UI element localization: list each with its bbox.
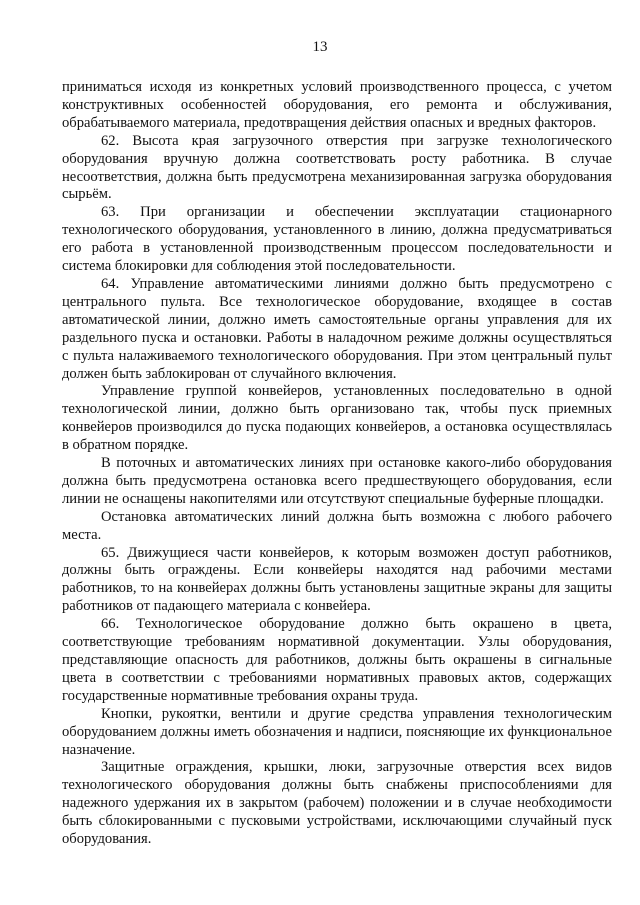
paragraph-clause-64: 64. Управление автоматическими линиями должно быть предусмотрено с центрального пульта. Все технологическое оборудование, входящее в состав автоматической линии, должно иметь самостоятельные органы управления для их раздельного пуска и остановки. Работы в наладочном режиме должны осуществляться с пульта налаживаемого технологического оборудования. При этом центральный пульт должен быть заблокирован от случайного включения.	[62, 275, 612, 382]
paragraph-protective-guards: Защитные ограждения, крышки, люки, загрузочные отверстия всех видов технологического оборудования должны быть снабжены приспособлениями для надежного удержания их в закрытом (рабочем) положении и в случае необходимости быть сблокированными с пусковыми устройствами, исключающими случайный пуск оборудования.	[62, 759, 612, 848]
paragraph-conveyor-group-control: Управление группой конвейеров, установленных последовательно в одной технологической линии, должно быть организовано так, чтобы пуск приемных конвейеров производился до пуска подающих конвейеров, а остановка осуществлялась в обратном порядке.	[62, 383, 612, 454]
page-number: 13	[312, 39, 328, 55]
paragraph-clause-62: 62. Высота края загрузочного отверстия при загрузке технологического оборудования вручную должна соответствовать росту работника. В случае несоответствия, должна быть предусмотрена механизированная загрузка оборудования сырьём.	[62, 132, 612, 203]
paragraph-controls-labeling: Кнопки, рукоятки, вентили и другие средства управления технологическим оборудованием должны иметь обозначения и надписи, поясняющие их функциональное назначение.	[62, 705, 612, 758]
paragraph-clause-66: 66. Технологическое оборудование должно быть окрашено в цвета, соответствующие требованиям нормативной документации. Узлы оборудования, представляющие опасность для работников, должны быть окрашены в сигнальные цвета в соответствии с требованиями нормативных правовых актов, содержащих государственные нормативные требования охраны труда.	[62, 616, 612, 704]
paragraph-clause-63: 63. При организации и обеспечении эксплуатации стационарного технологического оборудования, установленного в линию, должна предусматриваться его работа в установленной производственным процессом последовательности и система блокировки для соблюдения этой последовательности.	[62, 204, 612, 275]
paragraph-continuation: приниматься исходя из конкретных условий производственного процесса, с учетом конструктивных особенностей оборудования, его ремонта и обслуживания, обрабатываемого материала, предотвращения действия опасных и вредных факторов.	[62, 79, 612, 131]
paragraph-clause-65: 65. Движущиеся части конвейеров, к которым возможен доступ работников, должны быть ограждены. Если конвейеры находятся над рабочими местами работников, то на конвейерах должны быть установлены защитные экраны для защиты работников от падающего материала с конвейера.	[62, 544, 612, 615]
paragraph-line-stopping: В поточных и автоматических линиях при остановке какого-либо оборудования должна быть предусмотрена остановка всего предшествующего оборудования, если линии не оснащены накопителями или отсутствуют специальные буферные площадки.	[62, 455, 612, 507]
document-body	[62, 79, 612, 849]
paragraph-stop-from-any-workplace: Остановка автоматических линий должна быть возможна с любого рабочего места.	[62, 508, 612, 543]
